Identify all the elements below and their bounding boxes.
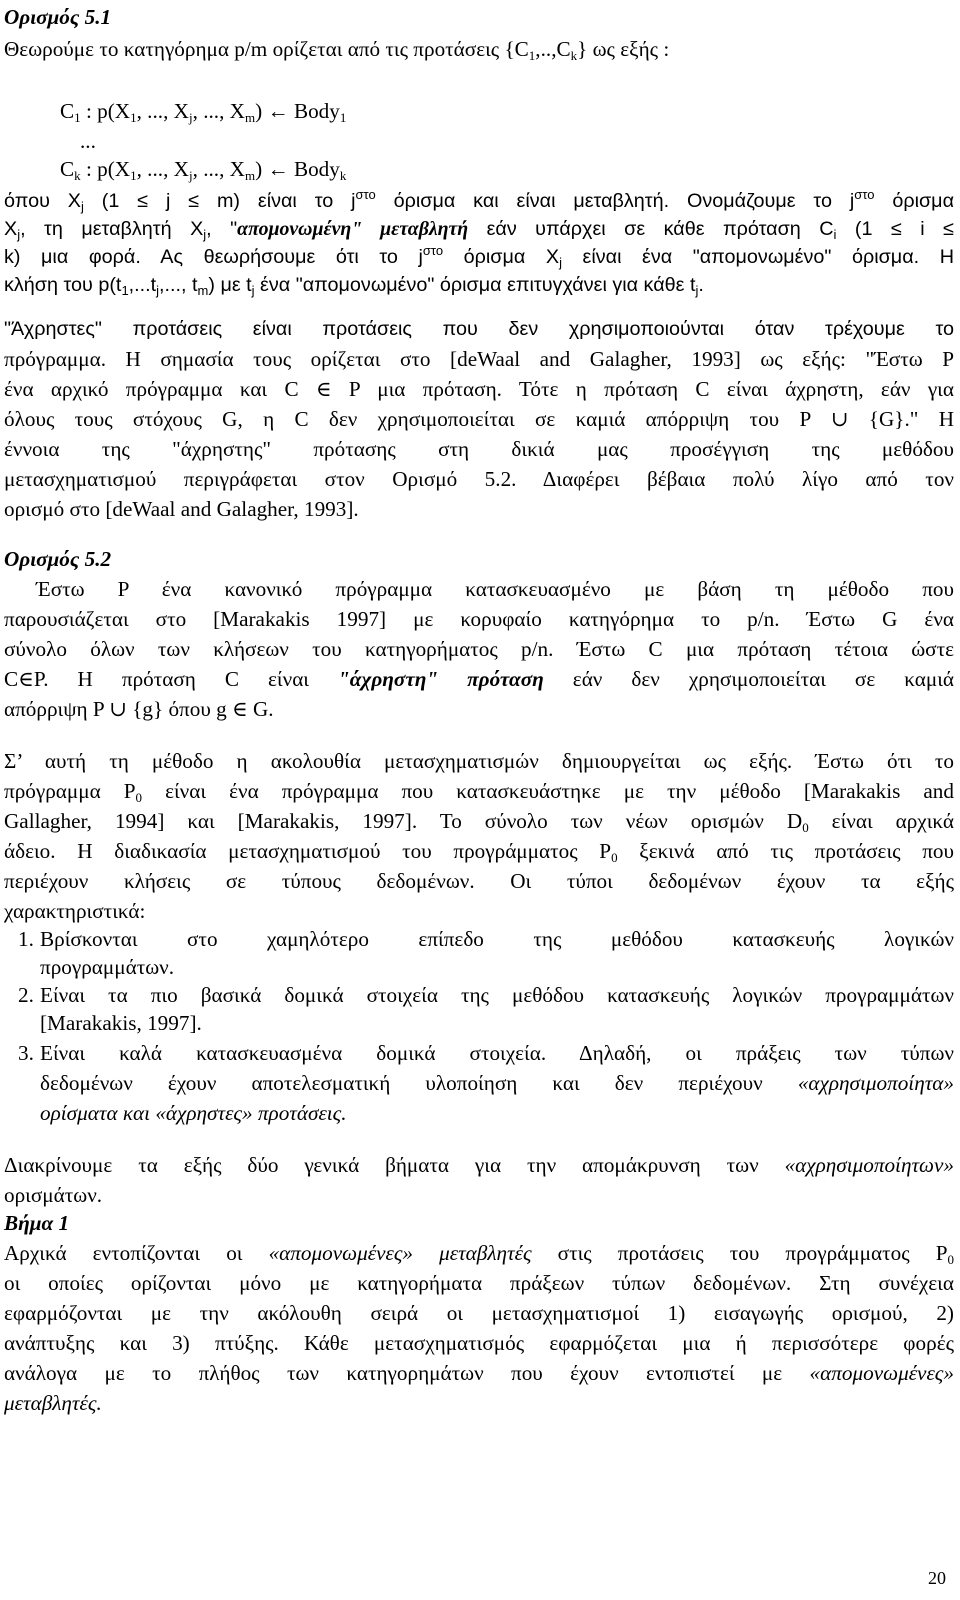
definition-5-1-intro: Θεωρούμε το κατηγόρημα p/m ορίζεται από τις προτάσεις $\{C_1,..,C_k\}$ ως εξής : [4,37,670,63]
list-item-2-number: 2. [18,983,34,1007]
steps-intro-line-2: ορισμάτων. [4,1183,103,1207]
list-item-2-line-2: [Marakakis, 1997]. [40,1011,202,1035]
step-1-line-3: εφαρμόζονται με την ακόλουθη σειρά οι μετασχηματισμοί 1) εισαγωγής ορισμού, 2) [4,1301,954,1325]
useless-paragraph-line-2: πρόγραμμα. Η σημασία τους ορίζεται στο [deWaal and Galagher, 1993] ως εξής: "Έστω P [4,347,954,371]
step-1-line-2: οι οποίες ορίζονται μόνο με κατηγορήματα πράξεων τύπων δεδομένων. Στη συνέχεια [4,1271,954,1295]
method-paragraph-line-2: πρόγραμμα $P_0$ είναι ένα πρόγραμμα που κατασκευάστηκε με την μέθοδο [Marakakis and [4,779,954,805]
definition-5-1-body-line-4: κλήση του $p(t_1,...t_j$,..., $t_m$) με $t_j$ ένα "απομονωμένο" όρισμα επιτυγχάνει για κάθε $t_j$. [4,274,704,298]
step-1-title: Βήμα 1 [4,1211,70,1235]
step-1-line-5: ανάλογα με το πλήθος των κατηγορημάτων που έχουν εντοπιστεί με «απομονωμένες» [4,1361,954,1385]
definition-5-2-line-5: απόρριψη P ∪ {g} όπου g ∈ G. [4,697,274,721]
page-number: 20 [928,1568,946,1588]
list-item-3-line-3: ορίσματα και «άχρηστες» προτάσεις. [40,1101,347,1125]
definition-5-2-line-1: Έστω P ένα κανονικό πρόγραμμα κατασκευασμένο με βάση τη μέθοδο που [36,577,954,601]
definition-5-1-body-line-2: $X_j$, τη μεταβλητή $X_j$, "απομονωμένη" μεταβλητή εάν υπάρχει σε κάθε πρόταση $C_i$ (1 ≤ i ≤ [4,218,954,242]
method-paragraph-line-3: Gallagher, 1994] και [Marakakis, 1997]. Το σύνολο των νέων ορισμών $D_0$ είναι αρχικά [4,809,954,835]
step-1-line-4: ανάπτυξης και 3) πτύξης. Κάθε μετασχηματισμός εφαρμόζεται μια ή περισσότερε φορές [4,1331,954,1355]
list-item-3-line-2: δεδομένων έχουν αποτελεσματική υλοποίηση και δεν περιέχουν «αχρησιμοποίητα» [40,1071,954,1095]
definition-5-2-title: Ορισμός 5.2 [4,547,112,571]
useless-paragraph-line-7: ορισμό στο [deWaal and Galagher, 1993]. [4,497,359,521]
definition-5-2-line-2: παρουσιάζεται στο [Marakakis 1997] με κορυφαίο κατηγόρημα το p/n. Έστω G ένα [4,607,954,631]
definition-5-1-body-line-1: όπου $X_j$ (1 ≤ j ≤ m) είναι το $j^{\sigma\tau o}$ όρισμα και είναι μεταβλητή. Ονομάζουμε το $j^{\sigma\tau o}$ όρισμα [4,187,955,214]
list-item-1-line-1: Βρίσκονται στο χαμηλότερο επίπεδο της μεθόδου κατασκευής λογικών [40,927,954,951]
useless-paragraph-line-1: "Άχρηστες" προτάσεις είναι προτάσεις που δεν χρησιμοποιούνται όταν τρέχουμε το [4,318,954,340]
clause-ellipsis: ... [80,129,96,153]
clause-k: $C_k$ : $p(X_1$, ..., $X_j$, ..., $X_m$) ← Body$_k$ [60,157,347,183]
list-item-3-line-1: Είναι καλά κατασκευασμένα δομικά στοιχεία. Δηλαδή, οι πράξεις των τύπων [40,1041,954,1065]
definition-5-1-title: Ορισμός 5.1 [4,5,112,29]
method-paragraph-line-1: Σ’ αυτή τη μέθοδο η ακολουθία μετασχηματισμών δημιουργείται ως εξής. Έστω ότι το [4,749,954,773]
useless-paragraph-line-4: όλους τους στόχους G, η C δεν χρησιμοποιείται σε καμιά απόρριψη του P ∪ {G}." Η [4,407,954,431]
list-item-3-number: 3. [18,1041,34,1065]
definition-5-2-line-4: C∈P. Η πρόταση C είναι "άχρηστη" πρόταση εάν δεν χρησιμοποιείται σε καμιά [4,667,954,691]
method-paragraph-line-4: άδειο. Η διαδικασία μετασχηματισμού του προγράμματος $P_0$ ξεκινά από τις προτάσεις που [4,839,954,865]
clause-1: $C_1$ : $p(X_1$, ..., $X_j$, ..., $X_m$) ← Body$_1$ [60,99,347,125]
useless-paragraph-line-3: ένα αρχικό πρόγραμμα και C ∈ P μια πρόταση. Τότε η πρόταση C είναι άχρηστη, εάν για [4,377,954,401]
steps-intro-line-1: Διακρίνουμε τα εξής δύο γενικά βήματα για την απομάκρυνση των «αχρησιμοποίητων» [4,1153,954,1177]
list-item-1-number: 1. [18,927,34,951]
useless-paragraph-line-5: έννοια της "άχρηστης" πρότασης στη δικιά μας προσέγγιση της μεθόδου [4,437,954,461]
definition-5-1-body-line-3: k) μια φορά. Ας θεωρήσουμε ότι το $j^{\sigma\tau o}$ όρισμα $X_j$ είναι ένα "απομονωμένο" όρισμα. Η [4,243,954,270]
list-item-1-line-2: προγραμμάτων. [40,955,175,979]
step-1-line-1: Αρχικά εντοπίζονται οι «απομονωμένες» μεταβλητές στις προτάσεις του προγράμματος $P_0$ [4,1241,954,1267]
step-1-line-6: μεταβλητές. [4,1391,102,1415]
method-paragraph-line-6: χαρακτηριστικά: [4,899,146,923]
definition-5-2-line-3: σύνολο όλων των κλήσεων του κατηγορήματος p/n. Έστω C μια πρόταση τέτοια ώστε [4,637,954,661]
list-item-2-line-1: Είναι τα πιο βασικά δομικά στοιχεία της μεθόδου κατασκευής λογικών προγραμμάτων [40,983,954,1007]
useless-paragraph-line-6: μετασχηματισμού περιγράφεται στον Ορισμό 5.2. Διαφέρει βέβαια πολύ λίγο από τον [4,467,954,491]
method-paragraph-line-5: περιέχουν κλήσεις σε τύπους δεδομένων. Οι τύποι δεδομένων έχουν τα εξής [4,869,954,893]
